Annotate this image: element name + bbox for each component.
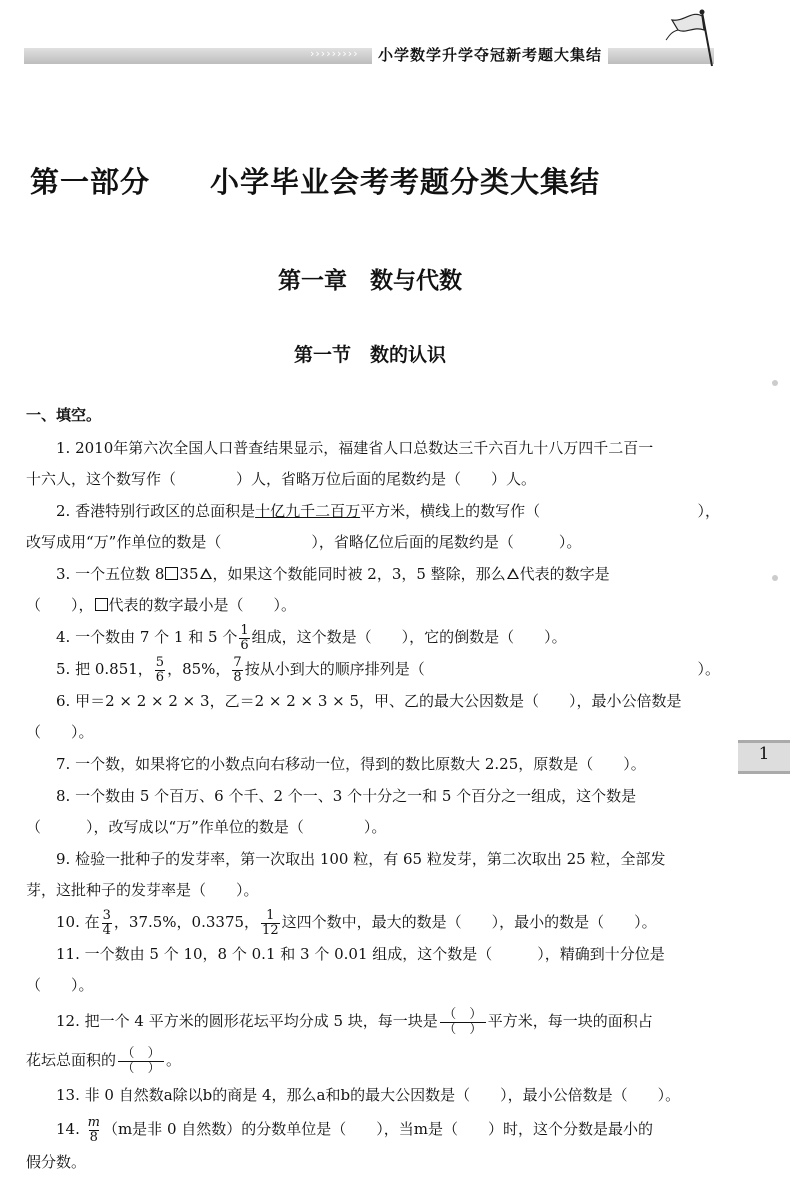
question-4: [26, 621, 720, 653]
triangle-symbol: [200, 568, 212, 579]
question-6-line-2: （ ）。: [26, 723, 94, 741]
page-number-tab: [738, 740, 790, 774]
question-5-text-d: ）。: [697, 660, 720, 678]
fraction-numerator: m: [87, 1114, 100, 1130]
question-3-line-1: [26, 558, 720, 590]
fraction-denominator: 12: [262, 922, 279, 938]
fraction-numerator: 3: [102, 907, 111, 923]
question-9-line-2: 芽，这批种子的发芽率是（ ）。: [26, 881, 259, 899]
blank-fraction: [440, 1008, 486, 1037]
fraction-denominator: 6: [155, 669, 165, 685]
question-11-line-2: （ ）。: [26, 976, 94, 994]
question-5: [26, 653, 720, 685]
blank-fraction-numerator: （ ）: [121, 1045, 161, 1061]
fraction-numerator: 1: [266, 907, 275, 923]
question-2: [26, 495, 720, 558]
question-10-text-a: 10. 在: [56, 913, 100, 931]
question-3: [26, 558, 720, 621]
fraction: [239, 624, 249, 653]
page-number: 1: [758, 744, 770, 764]
question-11: [26, 938, 720, 1001]
fraction-denominator: 8: [89, 1129, 98, 1145]
question-8-line-1: 8. 一个数由 5 个百万、6 个千、2 个一、3 个十分之一和 5 个百分之一组成，这个数是: [56, 787, 637, 805]
question-1-line-1: 1. 2010年第六次全国人口普查结果显示，福建省人口总数达三千六百九十八万四千二百一: [56, 439, 654, 457]
header-band: [24, 48, 714, 64]
question-10-line-1: [26, 906, 720, 938]
section-title: 第一节 数的认识: [293, 344, 446, 366]
question-10-text-b: ，37.5%，0.3375，: [113, 913, 260, 931]
fraction: [87, 1116, 101, 1145]
question-4-text-a: 4. 一个数由 7 个 1 和 5 个: [56, 628, 238, 646]
question-1-line-2: 十六人，这个数写作（ ）人，省略万位后面的尾数约是（ ）人。: [26, 470, 537, 488]
question-9-line-1: 9. 检验一批种子的发芽率，第一次取出 100 粒，有 65 粒发芽，第二次取出 25 粒，全部发: [56, 850, 666, 868]
header-arrows: ›››››››››: [310, 47, 359, 60]
question-3-text-l2a: （ ），: [26, 596, 94, 614]
question-10: [26, 906, 720, 938]
question-5-text-b: ，85%，: [167, 660, 231, 678]
blank-fraction-numerator: （ ）: [443, 1006, 483, 1022]
question-1: [26, 432, 720, 495]
question-5-text-c: 按从小到大的顺序排列是（: [244, 660, 425, 678]
question-12: [26, 1001, 720, 1079]
square-symbol: [95, 598, 108, 611]
question-9: [26, 843, 720, 906]
question-13: [26, 1079, 720, 1111]
square-symbol: [165, 567, 178, 580]
question-14-line-1: [26, 1111, 720, 1147]
question-14-line-2: 假分数。: [26, 1153, 87, 1171]
part-title: 第一部分 小学毕业会考考题分类大集结: [30, 165, 601, 199]
fraction: [261, 909, 280, 938]
question-7-line-1: 7. 一个数，如果将它的小数点向右移动一位，得到的数比原数大 2.25，原数是（ ）。: [56, 755, 646, 773]
question-12-line-2: [26, 1041, 720, 1079]
blank-fraction-denominator: （ ）: [440, 1022, 486, 1037]
question-5-text-a: 5. 把 0.851，: [56, 660, 153, 678]
fraction: [102, 909, 112, 938]
fraction-denominator: 8: [233, 669, 242, 685]
question-3-text-l2b: 代表的数字最小是（ ）。: [108, 596, 297, 614]
question-12-text-a: 12. 把一个 4 平方米的圆形花坛平均分成 5 块，每一块是: [56, 1012, 438, 1030]
question-2-text-b: 平方米，横线上的数写作（: [360, 502, 541, 520]
question-3-text-b: 35: [179, 565, 199, 583]
question-4-text-b: 组成，这个数是（ ），它的倒数是（ ）。: [251, 628, 567, 646]
question-2-line-1: [26, 495, 720, 527]
question-12-text-b: 平方米，每一块的面积占: [487, 1012, 653, 1030]
fill-blank-heading: 一、填空。: [26, 406, 102, 424]
question-5-line-1: [26, 653, 720, 685]
question-2-line-2: 改写成用“万”作单位的数是（ ），省略亿位后面的尾数约是（ ）。: [26, 533, 582, 551]
question-8: [26, 780, 720, 843]
triangle-symbol: [507, 568, 519, 579]
question-7: [26, 748, 720, 780]
question-12-line-1: [26, 1001, 720, 1041]
fraction-denominator: 4: [102, 922, 111, 938]
header-title: 小学数学升学夺冠新考题大集结: [372, 44, 608, 65]
question-6: [26, 685, 720, 748]
blank-fraction: [118, 1047, 164, 1076]
question-11-line-1: 11. 一个数由 5 个 10，8 个 0.1 和 3 个 0.01 组成，这个数是（ ），精确到十分位是: [56, 945, 665, 963]
flag-icon: [664, 8, 724, 68]
question-14-text-b: （m是非 0 自然数）的分数单位是（ ），当m是（ ）时，这个分数是最小的: [102, 1120, 653, 1138]
blank-fraction-denominator: （ ）: [118, 1061, 164, 1076]
question-2-text-a: 2. 香港特别行政区的总面积是: [56, 502, 256, 520]
underlined-number: 十亿九千二百万: [255, 502, 361, 520]
question-3-text-d: 代表的数字是: [519, 565, 610, 583]
question-14: [26, 1111, 720, 1178]
question-8-line-2: （ ），改写成以“万”作单位的数是（ ）。: [26, 818, 387, 836]
question-13-line-1: 13. 非 0 自然数a除以b的商是 4，那么a和b的最大公因数是（ ），最小公倍数是（ ）。: [56, 1086, 681, 1104]
question-2-text-c: ），: [697, 502, 720, 520]
question-6-line-1: 6. 甲＝2 × 2 × 2 × 3，乙＝2 × 2 × 3 × 5，甲、乙的最大公因数是（ ），最小公倍数是: [56, 692, 682, 710]
fraction: [232, 656, 242, 685]
chapter-title: 第一章 数与代数: [278, 268, 462, 294]
question-12-text-l2b: 。: [166, 1051, 182, 1069]
question-14-text-a: 14.: [56, 1120, 85, 1138]
margin-dot: [772, 380, 778, 386]
question-3-line-2: [26, 590, 720, 621]
question-2-text-start: [56, 495, 540, 527]
question-list: [26, 398, 720, 1178]
question-10-text-c: 这四个数中，最大的数是（ ），最小的数是（ ）。: [281, 913, 657, 931]
fraction-denominator: 6: [240, 637, 249, 653]
question-12-text-l2a: 花坛总面积的: [26, 1051, 117, 1069]
fraction-numerator: 1: [240, 622, 249, 638]
fraction: [155, 656, 165, 685]
question-3-text-c: ，如果这个数能同时被 2，3，5 整除，那么: [212, 565, 506, 583]
question-3-text-a: 3. 一个五位数 8: [56, 565, 165, 583]
question-5-text-start: [56, 653, 425, 685]
fraction-numerator: 5: [155, 654, 165, 670]
margin-dot: [772, 575, 778, 581]
fraction-numerator: 7: [233, 654, 242, 670]
question-4-line-1: [26, 621, 720, 653]
